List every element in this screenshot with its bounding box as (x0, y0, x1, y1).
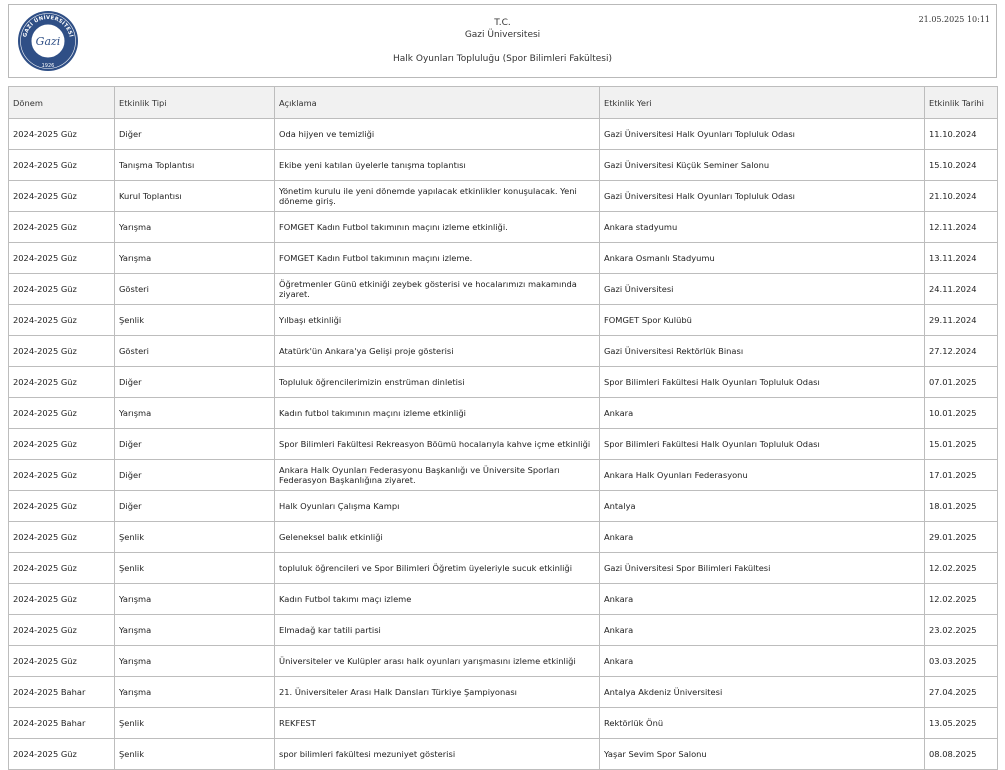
cell-etkinlik-tarihi: 07.01.2025 (925, 367, 998, 398)
cell-etkinlik-tipi: Diğer (115, 491, 275, 522)
cell-aciklama: Geleneksel balık etkinliği (275, 522, 600, 553)
cell-etkinlik-yeri: Ankara Osmanlı Stadyumu (600, 243, 925, 274)
logo-center-text: Gazi (35, 35, 61, 48)
cell-etkinlik-yeri: Ankara (600, 584, 925, 615)
cell-etkinlik-tipi: Gösteri (115, 274, 275, 305)
cell-donem: 2024-2025 Güz (9, 522, 115, 553)
cell-aciklama: Oda hijyen ve temizliği (275, 119, 600, 150)
cell-etkinlik-tipi: Yarışma (115, 212, 275, 243)
table-row (9, 708, 998, 739)
cell-etkinlik-tipi: Yarışma (115, 615, 275, 646)
logo-arc-text: GAZİ ÜNİVERSİTESİ (22, 14, 74, 38)
cell-etkinlik-tipi: Yarışma (115, 677, 275, 708)
gazi-university-logo (17, 10, 79, 72)
activities-table-container (8, 86, 997, 770)
cell-aciklama: Kadın futbol takımının maçını izleme etkinliği (275, 398, 600, 429)
cell-etkinlik-tarihi: 15.10.2024 (925, 150, 998, 181)
cell-aciklama: Elmadağ kar tatili partisi (275, 615, 600, 646)
cell-etkinlik-tarihi: 17.01.2025 (925, 460, 998, 491)
table-row (9, 336, 998, 367)
cell-etkinlik-tipi: Şenlik (115, 553, 275, 584)
cell-aciklama: Halk Oyunları Çalışma Kampı (275, 491, 600, 522)
cell-donem: 2024-2025 Güz (9, 491, 115, 522)
cell-etkinlik-yeri: Yaşar Sevim Spor Salonu (600, 739, 925, 770)
cell-etkinlik-yeri: Spor Bilimleri Fakültesi Halk Oyunları Topluluk Odası (600, 429, 925, 460)
table-row (9, 553, 998, 584)
column-header-etkinlik-tarihi: Etkinlik Tarihi (925, 87, 998, 119)
table-row (9, 150, 998, 181)
cell-etkinlik-tarihi: 23.02.2025 (925, 615, 998, 646)
cell-donem: 2024-2025 Güz (9, 150, 115, 181)
cell-etkinlik-tipi: Yarışma (115, 243, 275, 274)
cell-etkinlik-tarihi: 13.11.2024 (925, 243, 998, 274)
table-row (9, 181, 998, 212)
cell-etkinlik-yeri: Gazi Üniversitesi Rektörlük Binası (600, 336, 925, 367)
cell-etkinlik-yeri: Rektörlük Önü (600, 708, 925, 739)
header-titles (209, 17, 796, 65)
table-row (9, 243, 998, 274)
cell-etkinlik-tarihi: 12.02.2025 (925, 553, 998, 584)
cell-etkinlik-yeri: Gazi Üniversitesi Küçük Seminer Salonu (600, 150, 925, 181)
cell-etkinlik-yeri: Antalya (600, 491, 925, 522)
header-line-university: Gazi Üniversitesi (464, 30, 541, 40)
cell-etkinlik-yeri: Gazi Üniversitesi Halk Oyunları Topluluk Odası (600, 119, 925, 150)
cell-aciklama: Spor Bilimleri Fakültesi Rekreasyon Böümü hocalarıyla kahve içme etkinliği (275, 429, 600, 460)
cell-etkinlik-tarihi: 18.01.2025 (925, 491, 998, 522)
table-row (9, 305, 998, 336)
cell-etkinlik-yeri: Gazi Üniversitesi (600, 274, 925, 305)
cell-etkinlik-yeri: Gazi Üniversitesi Halk Oyunları Topluluk Odası (600, 181, 925, 212)
cell-donem: 2024-2025 Bahar (9, 708, 115, 739)
table-row (9, 367, 998, 398)
cell-etkinlik-yeri: Spor Bilimleri Fakültesi Halk Oyunları Topluluk Odası (600, 367, 925, 398)
cell-etkinlik-yeri: Ankara (600, 646, 925, 677)
cell-etkinlik-tarihi: 08.08.2025 (925, 739, 998, 770)
report-header (8, 4, 997, 78)
cell-etkinlik-tarihi: 10.01.2025 (925, 398, 998, 429)
cell-donem: 2024-2025 Güz (9, 584, 115, 615)
cell-aciklama: Ankara Halk Oyunları Federasyonu Başkanlığı ve Üniversite Sporları Federasyon Başkanlığına ziyaret. (275, 460, 600, 491)
cell-aciklama: spor bilimleri fakültesi mezuniyet gösterisi (275, 739, 600, 770)
table-header-row (9, 87, 998, 119)
table-row (9, 584, 998, 615)
cell-donem: 2024-2025 Güz (9, 274, 115, 305)
cell-etkinlik-tipi: Gösteri (115, 336, 275, 367)
column-header-etkinlik-tipi: Etkinlik Tipi (115, 87, 275, 119)
cell-etkinlik-tarihi: 24.11.2024 (925, 274, 998, 305)
cell-etkinlik-yeri: Ankara (600, 398, 925, 429)
cell-etkinlik-tipi: Şenlik (115, 305, 275, 336)
cell-aciklama: FOMGET Kadın Futbol takımının maçını izleme etkinliği. (275, 212, 600, 243)
cell-etkinlik-tipi: Yarışma (115, 646, 275, 677)
cell-donem: 2024-2025 Güz (9, 429, 115, 460)
cell-donem: 2024-2025 Güz (9, 336, 115, 367)
cell-etkinlik-tarihi: 29.11.2024 (925, 305, 998, 336)
cell-donem: 2024-2025 Güz (9, 553, 115, 584)
cell-aciklama: FOMGET Kadın Futbol takımının maçını izleme. (275, 243, 600, 274)
header-line-community: Halk Oyunları Topluluğu (Spor Bilimleri Fakültesi) (393, 54, 612, 64)
cell-etkinlik-tipi: Şenlik (115, 522, 275, 553)
table-row (9, 491, 998, 522)
cell-aciklama: Üniversiteler ve Kulüpler arası halk oyunları yarışmasını izleme etkinliği (275, 646, 600, 677)
cell-donem: 2024-2025 Bahar (9, 677, 115, 708)
table-row (9, 274, 998, 305)
cell-aciklama: 21. Üniversiteler Arası Halk Dansları Türkiye Şampiyonası (275, 677, 600, 708)
cell-etkinlik-tarihi: 12.11.2024 (925, 212, 998, 243)
table-body (9, 119, 998, 770)
cell-donem: 2024-2025 Güz (9, 305, 115, 336)
cell-aciklama: Yönetim kurulu ile yeni dönemde yapılacak etkinlikler konuşulacak. Yeni döneme giriş. (275, 181, 600, 212)
cell-etkinlik-tarihi: 29.01.2025 (925, 522, 998, 553)
cell-aciklama: REKFEST (275, 708, 600, 739)
cell-etkinlik-yeri: FOMGET Spor Kulübü (600, 305, 925, 336)
cell-donem: 2024-2025 Güz (9, 739, 115, 770)
cell-etkinlik-tipi: Diğer (115, 119, 275, 150)
column-header-donem: Dönem (9, 87, 115, 119)
cell-aciklama: Topluluk öğrencilerimizin enstrüman dinletisi (275, 367, 600, 398)
cell-etkinlik-tarihi: 13.05.2025 (925, 708, 998, 739)
cell-etkinlik-tarihi: 03.03.2025 (925, 646, 998, 677)
cell-aciklama: Atatürk'ün Ankara'ya Gelişi proje gösterisi (275, 336, 600, 367)
table-row (9, 429, 998, 460)
cell-donem: 2024-2025 Güz (9, 181, 115, 212)
cell-aciklama: topluluk öğrencileri ve Spor Bilimleri Öğretim üyeleriyle sucuk etkinliği (275, 553, 600, 584)
cell-etkinlik-yeri: Gazi Üniversitesi Spor Bilimleri Fakültesi (600, 553, 925, 584)
cell-etkinlik-tipi: Diğer (115, 460, 275, 491)
table-row (9, 460, 998, 491)
cell-etkinlik-tarihi: 11.10.2024 (925, 119, 998, 150)
cell-donem: 2024-2025 Güz (9, 460, 115, 491)
cell-aciklama: Ekibe yeni katılan üyelerle tanışma toplantısı (275, 150, 600, 181)
cell-etkinlik-tipi: Diğer (115, 367, 275, 398)
cell-donem: 2024-2025 Güz (9, 646, 115, 677)
cell-etkinlik-yeri: Antalya Akdeniz Üniversitesi (600, 677, 925, 708)
print-date: 21.05.2025 10:11 (918, 15, 990, 24)
cell-etkinlik-tipi: Şenlik (115, 739, 275, 770)
cell-etkinlik-tipi: Kurul Toplantısı (115, 181, 275, 212)
cell-donem: 2024-2025 Güz (9, 615, 115, 646)
cell-etkinlik-yeri: Ankara (600, 615, 925, 646)
cell-etkinlik-tipi: Diğer (115, 429, 275, 460)
cell-donem: 2024-2025 Güz (9, 398, 115, 429)
column-header-etkinlik-yeri: Etkinlik Yeri (600, 87, 925, 119)
cell-etkinlik-tarihi: 27.12.2024 (925, 336, 998, 367)
table-row (9, 646, 998, 677)
table-row (9, 119, 998, 150)
cell-etkinlik-tarihi: 21.10.2024 (925, 181, 998, 212)
cell-etkinlik-yeri: Ankara stadyumu (600, 212, 925, 243)
table-row (9, 677, 998, 708)
table-row (9, 212, 998, 243)
cell-etkinlik-tarihi: 12.02.2025 (925, 584, 998, 615)
cell-etkinlik-tarihi: 27.04.2025 (925, 677, 998, 708)
column-header-aciklama: Açıklama (275, 87, 600, 119)
cell-etkinlik-yeri: Ankara (600, 522, 925, 553)
cell-etkinlik-tipi: Yarışma (115, 584, 275, 615)
cell-donem: 2024-2025 Güz (9, 119, 115, 150)
table-row (9, 615, 998, 646)
cell-donem: 2024-2025 Güz (9, 243, 115, 274)
logo-year: 1926 (41, 63, 55, 69)
table-row (9, 398, 998, 429)
cell-aciklama: Öğretmenler Günü etkiniği zeybek gösterisi ve hocalarımızı makamında ziyaret. (275, 274, 600, 305)
cell-donem: 2024-2025 Güz (9, 212, 115, 243)
table-row (9, 522, 998, 553)
cell-etkinlik-tipi: Şenlik (115, 708, 275, 739)
cell-etkinlik-tipi: Yarışma (115, 398, 275, 429)
header-line-tc: T.C. (494, 18, 511, 28)
cell-etkinlik-yeri: Ankara Halk Oyunları Federasyonu (600, 460, 925, 491)
cell-aciklama: Kadın Futbol takımı maçı izleme (275, 584, 600, 615)
cell-etkinlik-tipi: Tanışma Toplantısı (115, 150, 275, 181)
cell-aciklama: Yılbaşı etkinliği (275, 305, 600, 336)
activities-table (8, 86, 998, 770)
cell-donem: 2024-2025 Güz (9, 367, 115, 398)
cell-etkinlik-tarihi: 15.01.2025 (925, 429, 998, 460)
table-row (9, 739, 998, 770)
